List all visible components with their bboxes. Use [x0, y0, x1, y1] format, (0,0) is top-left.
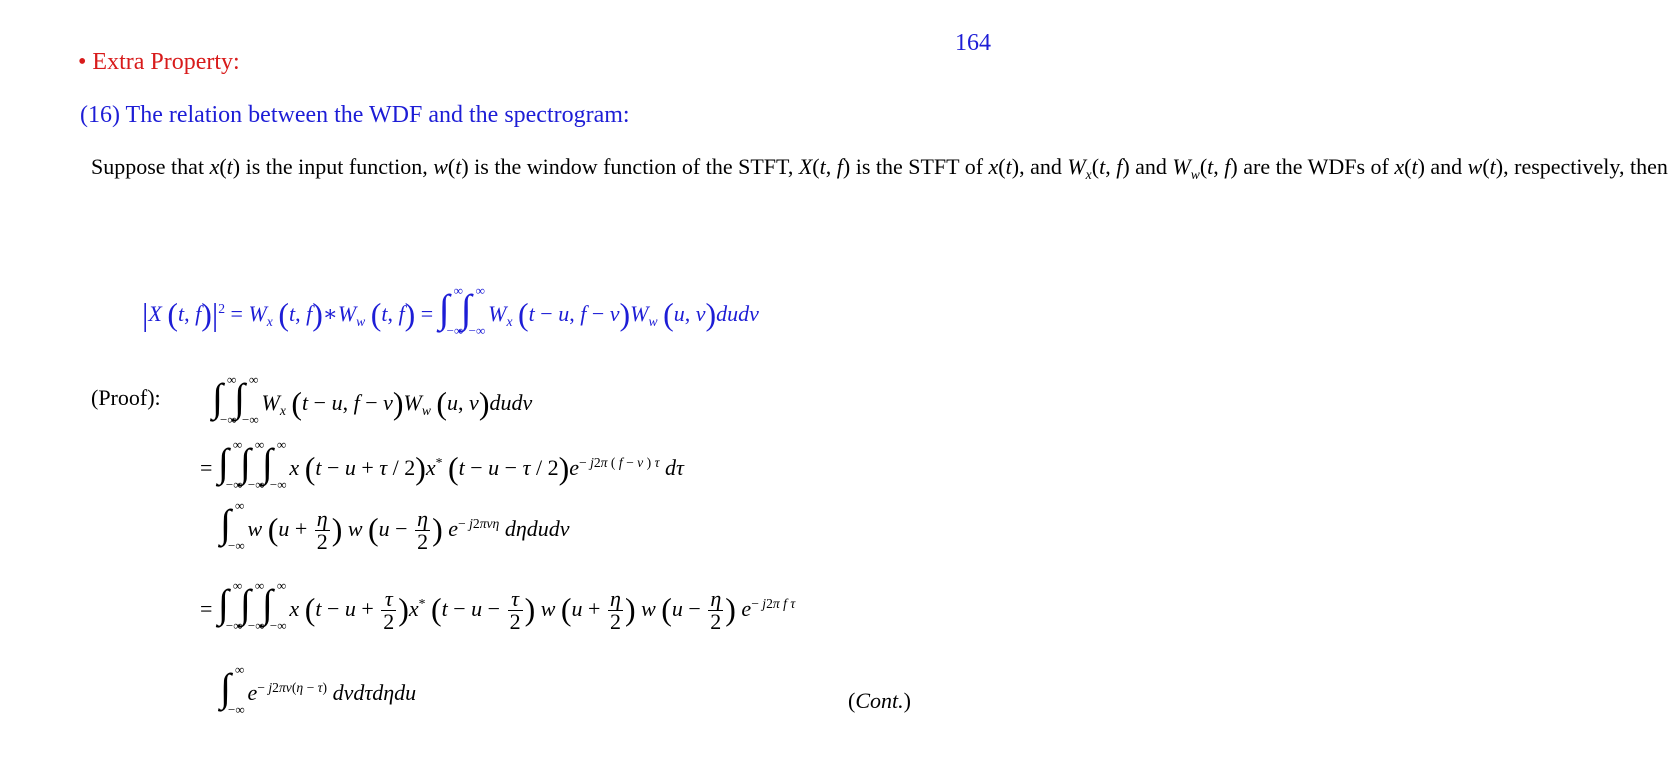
proof-label: (Proof):: [91, 385, 161, 410]
proof-line-1: ∫ ∞ −∞ ∫ ∞ −∞ $W_x$ (t − u, $f - v)W_w$ (u, v)dudv: [212, 372, 533, 427]
main-equation: |X (t, $f)|^2 = W_x$ (t, $f)∗W_w$ (t, f) = ∫ ∞ −∞ ∫ ∞ −∞ $W_x$ (t − u, $f - v)W_w$ (u, v)dudv: [142, 283, 759, 338]
proof-line-3: ∫ ∞ −∞ w (u + $\frac{\eta}{2}$ ) w (u − $\frac{\eta}{2}$ ) $e^{- j2\pi v\eta}$ dηdudv: [220, 498, 570, 555]
page-number: 164: [955, 30, 991, 56]
cont-text: Cont.: [855, 688, 904, 713]
proof-line-5: ∫ ∞ −∞ $e^{- j2\pi v(\eta - \tau)}$ dvdτdηdu: [220, 662, 417, 717]
intro-paragraph: Suppose that x(t) is the input function, w(t) is the window function of the STFT, X(t, f) is the STFT of x(t), and $W_x(t$, f) and $W_w(t$, f) are the WDFs of x(t) and w(t), respectively, then: [91, 154, 1668, 182]
cont-label: (Cont.): [848, 688, 911, 713]
heading: [78, 49, 240, 76]
subheading: (16) The relation between the WDF and the spectrogram:: [80, 102, 630, 128]
proof-line-4: = ∫ ∞ −∞ ∫ ∞ −∞ ∫ ∞ −∞ x (t − u + $\frac{\tau}{2}$ )x* (t − u − $\frac{\tau}{2}$ ) w (u + $\frac{\eta}{2}$ ) w (u − $\frac{\eta}{2}$ ) $e^{- j2\pi f \tau}$: [200, 578, 796, 635]
bullet-icon: •: [78, 49, 87, 75]
proof-line-2: = ∫ ∞ −∞ ∫ ∞ −∞ ∫ ∞ −∞ x (t − u + τ / 2)x* $(t - u - \tau / 2)e^{- j2\pi ( f - v ) \tau}$ dτ: [200, 437, 684, 492]
heading-text: Extra Property:: [92, 49, 240, 75]
